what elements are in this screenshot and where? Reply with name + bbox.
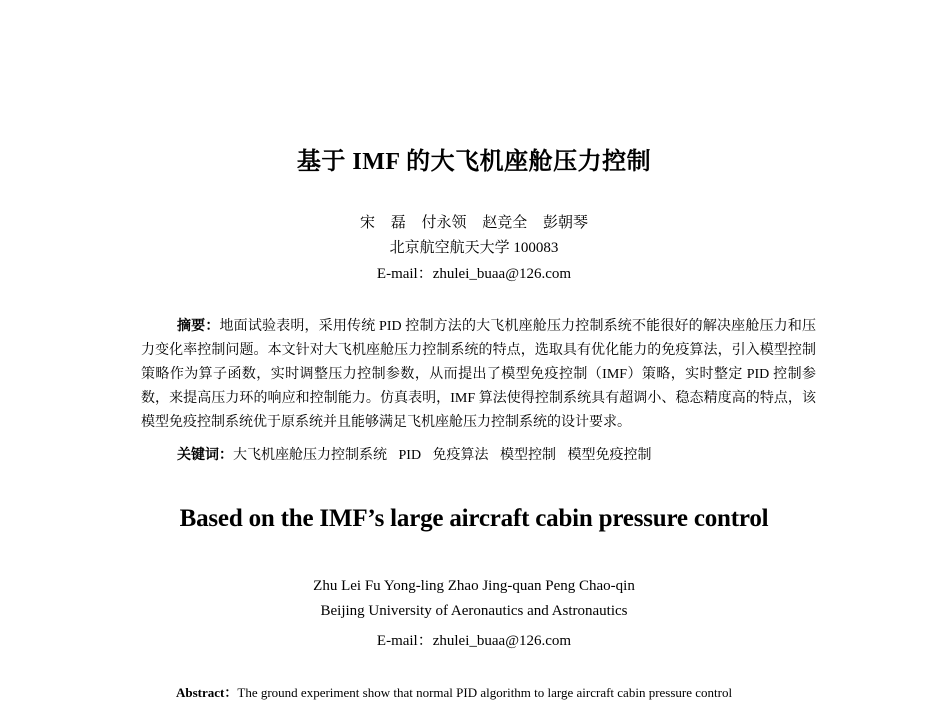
chinese-email: E-mail：zhulei_buaa@126.com: [376, 266, 572, 282]
chinese-affiliation: 北京航空航天大学 100083: [389, 240, 559, 256]
chinese-keywords: [177, 444, 652, 464]
english-affiliation: Beijing University of Aeronautics and Astronautics: [320, 603, 628, 619]
english-abstract: [176, 682, 816, 701]
chinese-abstract-text: 地面试验表明，采用传统 PID 控制方法的大飞机座舱压力控制系统不能很好的解决座舱压力和压力变化率控制问题。本文针对大飞机座舱压力控制系统的特点，选取具有优化能力的免疫算法，引入模型控制策略作为算子函数，实时调整压力控制参数，从而提出了模型免疫控制（IMF）策略，实时整定 PID 控制参数，来提高压力环的响应和控制能力。仿真表明，IMF 算法使得控制系统具有超调小、稳态精度高的特点，该模型免疫控制系统优于原系统并且能够满足飞机座舱压力控制系统的设计要求。: [141, 319, 817, 430]
chinese-keywords-label: 关键词：: [177, 448, 233, 463]
chinese-abstract-label: 摘要：: [177, 319, 220, 334]
english-authors: Zhu Lei Fu Yong-ling Zhao Jing-quan Peng Chao-qin: [313, 578, 635, 594]
chinese-keywords-text: 大飞机座舱压力控制系统 PID 免疫算法 模型控制 模型免疫控制: [233, 448, 652, 463]
chinese-title: 基于 IMF 的大飞机座舱压力控制: [296, 149, 652, 175]
english-abstract-label: Abstract：: [176, 685, 238, 700]
chinese-abstract: [141, 315, 816, 435]
english-title: Based on the IMF’s large aircraft cabin pressure control: [179, 505, 769, 532]
chinese-authors: 宋 磊 付永领 赵竞全 彭朝琴: [359, 215, 588, 231]
english-email: E-mail：zhulei_buaa@126.com: [376, 633, 572, 649]
english-abstract-text: The ground experiment show that normal PID algorithm to large aircraft cabin pressure control: [237, 685, 733, 700]
